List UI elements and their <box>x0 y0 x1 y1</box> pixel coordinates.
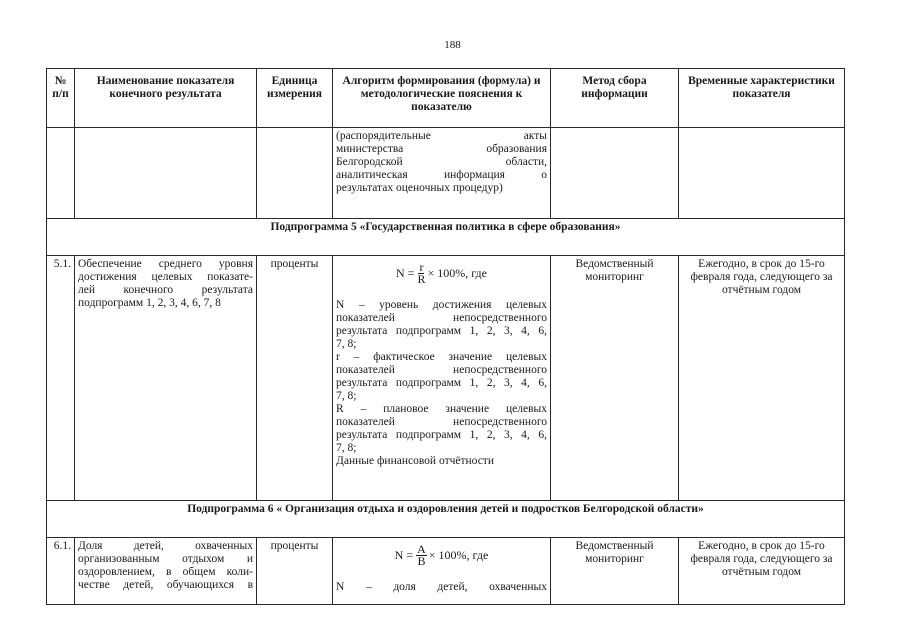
text-line: показателей непосредственного <box>336 416 547 428</box>
collection-method: Ведомственный мониторинг <box>551 256 679 501</box>
text-line: оздоровлением, в общем коли- <box>78 566 253 578</box>
text-line: 7, 8; <box>336 338 357 350</box>
section-title: Подпрограмма 6 « Организация отдыха и оздоровления детей и подростков Белгородской области» <box>47 501 845 538</box>
formula <box>336 262 547 285</box>
algorithm-cell <box>333 256 551 501</box>
indicators-table <box>46 68 845 605</box>
text-line: лей конечного результата <box>78 284 253 296</box>
formula-denominator: R <box>417 272 426 286</box>
continuation-text <box>333 128 551 219</box>
text-line: честве детей, обучающихся в <box>78 579 253 591</box>
formula-rhs: × 100%, где <box>427 266 487 280</box>
text-line: R – плановое значение целевых <box>336 403 547 415</box>
row-number: 5.1. <box>47 256 75 501</box>
page-number: 188 <box>444 39 461 51</box>
indicator-name <box>75 538 257 605</box>
text-line: результатах оценочных процедур) <box>336 182 503 194</box>
section-row-5 <box>47 219 845 256</box>
formula-fraction <box>417 262 425 285</box>
text-line: Обеспечение среднего уровня <box>78 258 253 270</box>
cell-empty <box>75 128 257 219</box>
cell-empty <box>679 128 845 219</box>
header-method: Метод сбора информации <box>551 69 679 128</box>
text-line: результата подпрограмм 1, 2, 3, 4, 6, <box>336 377 547 389</box>
algorithm-cell <box>333 538 551 605</box>
unit: проценты <box>257 256 333 501</box>
text-line: показателей непосредственного <box>336 312 547 324</box>
text-line: Доля детей, охваченных <box>78 540 253 552</box>
formula <box>336 544 547 567</box>
text-line: достижения целевых показате- <box>78 271 253 283</box>
table-row <box>47 256 845 501</box>
cell-empty <box>257 128 333 219</box>
text-line: показателей непосредственного <box>336 364 547 376</box>
formula-numerator: r <box>419 260 424 274</box>
formula-lhs: N = <box>394 548 414 562</box>
unit: проценты <box>257 538 333 605</box>
text-line: r – фактическое значение целевых <box>336 351 547 363</box>
text-line: N – уровень достижения целевых <box>336 299 547 311</box>
text-line: аналитическая информация о <box>336 169 547 181</box>
time-characteristics: Ежегодно, в срок до 15-го февраля года, следующего за отчётным годом <box>679 538 845 605</box>
text-line: результата подпрограмм 1, 2, 3, 4, 6, <box>336 429 547 441</box>
text-line: министерства образования <box>336 143 547 155</box>
text-line: Данные финансовой отчётности <box>336 455 494 467</box>
header-name: Наименование показателя конечного результата <box>75 69 257 128</box>
formula-denominator: B <box>417 554 426 568</box>
table-row <box>47 538 845 605</box>
text-line: Белгородской области, <box>336 156 547 168</box>
collection-method: Ведомственный мониторинг <box>551 538 679 605</box>
formula-rhs: × 100%, где <box>428 548 489 562</box>
header-unit: Единица измерения <box>257 69 333 128</box>
text-line: 7, 8; <box>336 442 357 454</box>
indicator-name <box>75 256 257 501</box>
time-characteristics: Ежегодно, в срок до 15-го февраля года, следующего за отчётным годом <box>679 256 845 501</box>
text-line: (распорядительные акты <box>336 130 547 142</box>
header-algorithm: Алгоритм формирования (формула) и методологические пояснения к показателю <box>333 69 551 128</box>
text-line: 7, 8; <box>336 390 357 402</box>
formula-fraction <box>416 544 427 567</box>
text-line: организованным отдыхом и <box>78 553 253 565</box>
section-title: Подпрограмма 5 «Государственная политика в сфере образования» <box>47 219 845 256</box>
header-time: Временные характеристики показателя <box>679 69 845 128</box>
cell-empty <box>551 128 679 219</box>
formula-numerator: A <box>417 542 426 556</box>
text-line: подпрограмм 1, 2, 3, 4, 6, 7, 8 <box>78 297 221 309</box>
text-line: результата подпрограмм 1, 2, 3, 4, 6, <box>336 325 547 337</box>
formula-lhs: N = <box>396 266 415 280</box>
header-num: № п/п <box>47 69 75 128</box>
cell-empty <box>47 128 75 219</box>
text-line: N – доля детей, охваченных <box>336 581 547 593</box>
section-row-6 <box>47 501 845 538</box>
row-number: 6.1. <box>47 538 75 605</box>
continuation-row <box>47 128 845 219</box>
table-header-row <box>47 69 845 128</box>
